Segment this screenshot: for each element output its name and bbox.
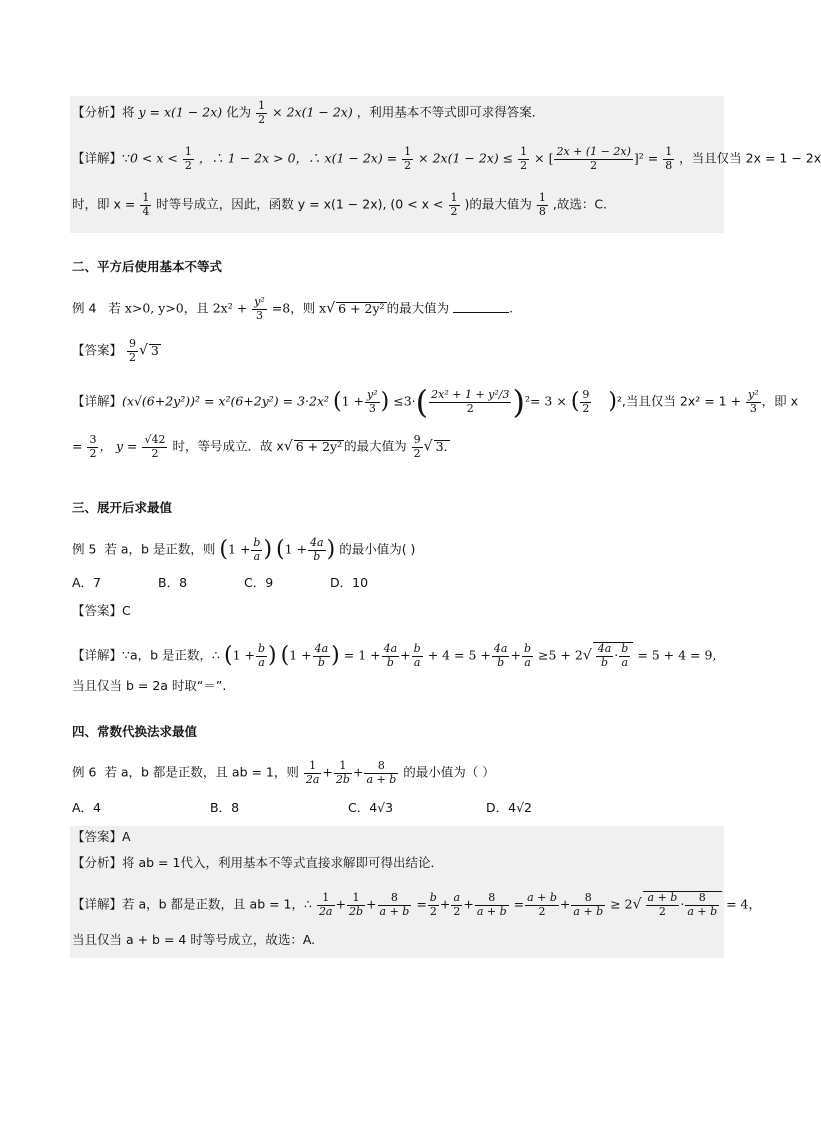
option-a: A．4 xyxy=(72,800,102,815)
answer-blank xyxy=(453,312,509,313)
example5-question: 例 5 若 a，b 是正数，则 (1 + $\frac{b}{a}$ ) (1 + $\frac{4a}{b}$ ) 的最小值为( ) xyxy=(72,536,416,563)
option-b: B．8 xyxy=(158,575,188,590)
example6-analysis: 【分析】将 ab = 1代入，利用基本不等式直接求解即可得出结论． xyxy=(72,855,443,870)
example5-detail-line1: 【详解】∵a，b 是正数，∴ (1 + $\frac{b}{a}$ ) (1 + $\frac{4a}{b}$ ) = 1 + $\frac{4a}{b}$ + $\frac{b}{a}$ + 4 = 5 + $\frac{4a}{b}$ + $\frac{b}{a}$ ≥5 + 2√ $\frac{4a}{b}$ · $\frac{b}{a}$ = 5 + 4 = 9, xyxy=(72,642,717,669)
example6-answer: 【答案】A xyxy=(72,829,131,844)
example5-detail-line2: 当且仅当 b = 2a 时取“＝”. xyxy=(72,678,227,693)
example4-detail-line1: 【详解】(x√(6+2y²))² = x²(6+2y²) = 3·2x² (1 + $\frac{\text{y²}}{3}$ ) ≤3·( $\frac{\text{2x² + 1 + y²/3}}{2}$ )²= 3 × ( $\frac{9}{2}$ )²,当且仅当 2x² = 1 + $\frac{\text{y²}}{3}$ ，即 x xyxy=(72,383,799,421)
option-d: D．4√2 xyxy=(486,800,532,815)
section3-title: 三、展开后求最值 xyxy=(72,500,173,515)
example5-options xyxy=(72,577,368,590)
option-d: D．10 xyxy=(330,575,369,590)
option-b: B．8 xyxy=(210,800,240,815)
option-a: A．7 xyxy=(72,575,102,590)
option-c: C．4√3 xyxy=(348,800,394,815)
section4-title: 四、常数代换法求最值 xyxy=(72,724,198,739)
example6-detail-line2: 当且仅当 a + b = 4 时等号成立，故选：A. xyxy=(72,932,316,947)
example6-question: 例 6 若 a，b 都是正数，且 ab = 1，则 $\frac{1}{2a}$ + $\frac{1}{2b}$ + $\frac{8}{a + b}$ 的最小值为（ ） xyxy=(72,759,495,786)
ex3-analysis: 【分析】将 y = x(1 − 2x) 化为 $\frac{1}{2}$ × 2x(1 − 2x) ，利用基本不等式即可求得答案. xyxy=(72,99,536,126)
section2-title: 二、平方后使用基本不等式 xyxy=(72,259,223,274)
analysis-label: 【分析】 xyxy=(72,104,123,120)
ex3-detail-line2: 时，即 x = $\frac{1}{4}$ 时等号成立，因此，函数 y = x(1 − 2x), (0 < x < $\frac{1}{2}$ )的最大值为 $\frac{1}{8}$ ,故选：C. xyxy=(72,191,608,218)
example6-options xyxy=(72,802,532,815)
example6-detail-line1: 【详解】若 a，b 都是正数，且 ab = 1，∴ $\frac{1}{2a}$ + $\frac{1}{2b}$ + $\frac{8}{a + b}$ = $\frac{b}{2}$ + $\frac{a}{2}$ + $\frac{8}{a + b}$ = $\frac{a + b}{2}$ + $\frac{8}{a + b}$ ≥ 2√ $\frac{a + b}{2}$ · $\frac{8}{a + b}$ = 4， xyxy=(72,891,762,918)
example5-answer: 【答案】C xyxy=(72,603,131,618)
fraction: $\frac{1}{2}$ xyxy=(258,99,266,126)
option-c: C．9 xyxy=(244,575,274,590)
ex3-detail-line1: 【详解】∵0 < x < $\frac{1}{2}$ ，∴ 1 − 2x > 0，∴ x(1 − 2x) = $\frac{1}{2}$ × 2x(1 − 2x) ≤ $\frac{1}{2}$ × [ $\frac{2x + (1 - 2x)}{2}$ ]² = $\frac{1}{8}$ ，当且仅当 2x = 1 − 2x xyxy=(72,145,821,172)
example4-detail-line2: = $\frac{3}{2}$ ， y = $\frac{√42}{2}$ 时，等号成立．故 x√ 6 + 2y² 的最大值为 $\frac{9}{2}$ √ 3. xyxy=(72,433,448,460)
example4-question: 例 4 若 x>0, y>0，且 2x² + $\frac{\text{y²}}{3}$ =8，则 x√ 6 + 2y² 的最大值为 . xyxy=(72,295,514,322)
example4-answer: 【答案】 $\frac{9}{2}$ √ 3 xyxy=(72,337,159,364)
